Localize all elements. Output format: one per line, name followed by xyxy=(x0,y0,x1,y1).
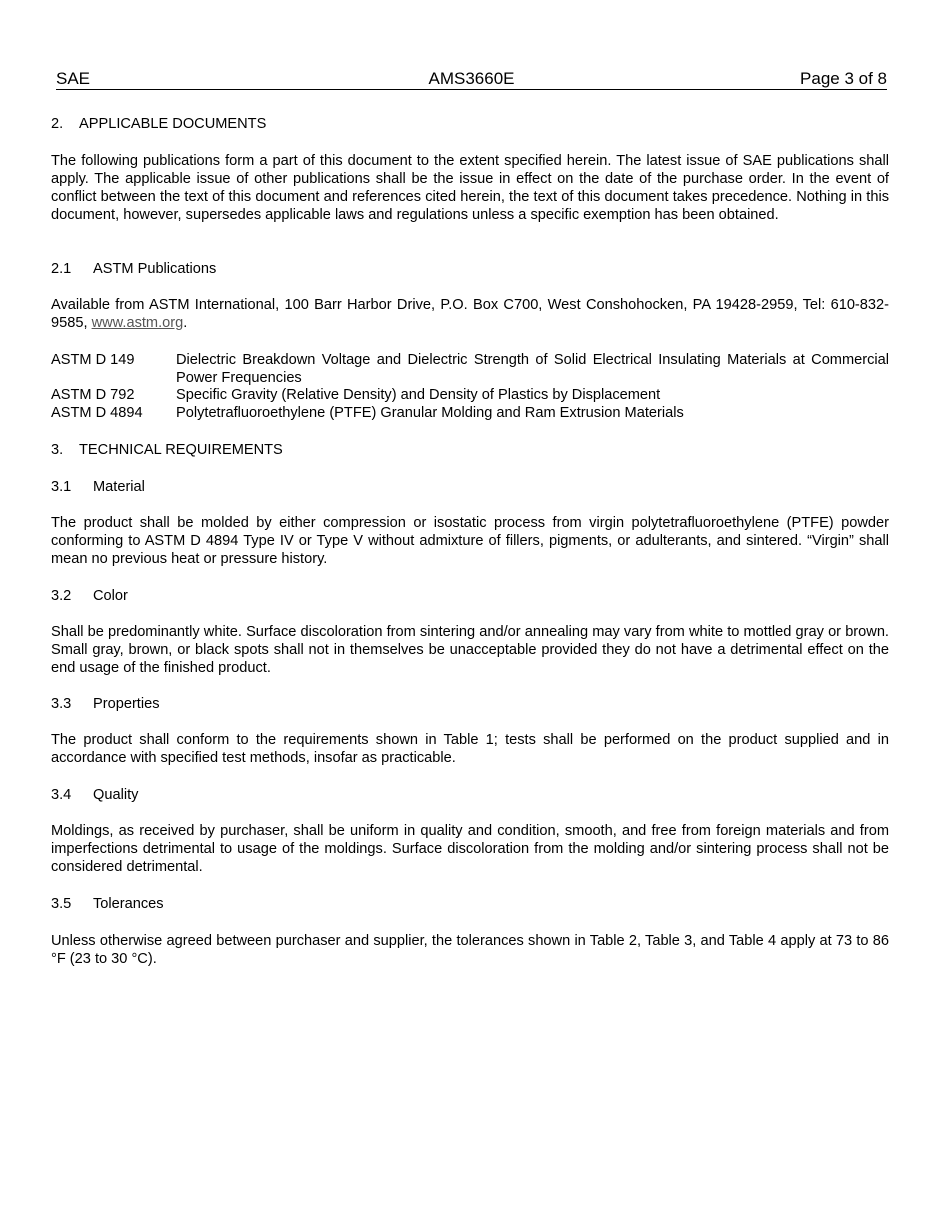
period: . xyxy=(183,315,188,331)
section-number: 2.1 xyxy=(51,261,72,277)
reference-item xyxy=(51,404,889,422)
section-number: 3.5 xyxy=(51,896,72,912)
section-3-4-heading xyxy=(51,786,889,804)
section-number: 3.3 xyxy=(51,696,72,712)
section-2-1-heading xyxy=(51,260,889,278)
section-3-2-heading xyxy=(51,587,889,605)
page-header xyxy=(56,69,887,90)
section-title: Color xyxy=(93,588,128,604)
section-2-paragraph: The following publications form a part of this document to the extent specified herein. The latest issue of SAE publications shall apply. The applicable issue of other publications shall be the issue in effect on the date of the purchase order. In the event of conflict between the text of this document and references cited herein, the text of this document takes precedence. Nothing in this document, however, supersedes applicable laws and regulations unless a specific exemption has been obtained. xyxy=(51,153,889,223)
section-title: Tolerances xyxy=(93,896,164,912)
astm-website-link[interactable]: www.astm.org xyxy=(91,315,184,331)
section-3-2-paragraph: Shall be predominantly white. Surface discoloration from sintering and/or annealing may vary from white to mottled gray or brown. Small gray, brown, or black spots shall not in themselves be unacceptable provided they do not have a detrimental effect on the end usage of the finished product. xyxy=(51,624,889,676)
section-number: 3.4 xyxy=(51,787,72,803)
section-2-1-paragraph xyxy=(51,296,889,332)
section-title: Material xyxy=(93,479,145,495)
reference-description: Specific Gravity (Relative Density) and Density of Plastics by Displacement xyxy=(176,387,661,403)
reference-description: Dielectric Breakdown Voltage and Dielectric Strength of Solid Electrical Insulating Materials at Commercial Power Frequencies xyxy=(176,352,889,386)
section-3-heading xyxy=(51,441,889,459)
section-3-5-heading xyxy=(51,895,889,913)
section-number: 3. xyxy=(51,442,64,458)
header-org: SAE xyxy=(56,69,91,88)
section-title: Properties xyxy=(93,696,160,712)
reference-item xyxy=(51,351,889,387)
section-3-1-heading xyxy=(51,478,889,496)
section-title: APPLICABLE DOCUMENTS xyxy=(79,116,267,132)
section-3-5-paragraph: Unless otherwise agreed between purchaser and supplier, the tolerances shown in Table 2, Table 3, and Table 4 apply at 73 to 86 °F (23 to 30 °C). xyxy=(51,933,889,967)
section-3-4-paragraph: Moldings, as received by purchaser, shall be uniform in quality and condition, smooth, and free from foreign materials and from imperfections detrimental to usage of the moldings. Surface discoloration from the molding and/or sintering process shall not be considered detrimental. xyxy=(51,823,889,875)
section-3-3-paragraph: The product shall conform to the requirements shown in Table 1; tests shall be performed on the product supplied and in accordance with specified test methods, insofar as practicable. xyxy=(51,732,889,766)
section-title: TECHNICAL REQUIREMENTS xyxy=(79,442,283,458)
reference-description: Polytetrafluoroethylene (PTFE) Granular Molding and Ram Extrusion Materials xyxy=(176,405,684,421)
reference-code: ASTM D 149 xyxy=(51,352,135,368)
header-doc-number: AMS3660E xyxy=(428,69,515,88)
section-3-3-heading xyxy=(51,695,889,713)
reference-code: ASTM D 4894 xyxy=(51,405,143,421)
astm-address: Available from ASTM International, 100 Barr Harbor Drive, P.O. Box C700, West Conshohocken, PA 19428-2959, Tel: 610-832-9585, xyxy=(51,297,889,331)
section-2-heading xyxy=(51,115,889,133)
reference-code: ASTM D 792 xyxy=(51,387,135,403)
section-number: 3.2 xyxy=(51,588,72,604)
section-3-1-paragraph: The product shall be molded by either compression or isostatic process from virgin polytetrafluoroethylene (PTFE) powder conforming to ASTM D 4894 Type IV or Type V without admixture of fillers, pigments, or adulterants, and sintered. “Virgin” shall mean no previous heat or pressure history. xyxy=(51,515,889,567)
section-number: 3.1 xyxy=(51,479,72,495)
reference-item xyxy=(51,386,889,404)
header-page-number: Page 3 of 8 xyxy=(800,69,887,88)
section-number: 2. xyxy=(51,116,64,132)
section-title: ASTM Publications xyxy=(93,261,217,277)
section-title: Quality xyxy=(93,787,139,803)
